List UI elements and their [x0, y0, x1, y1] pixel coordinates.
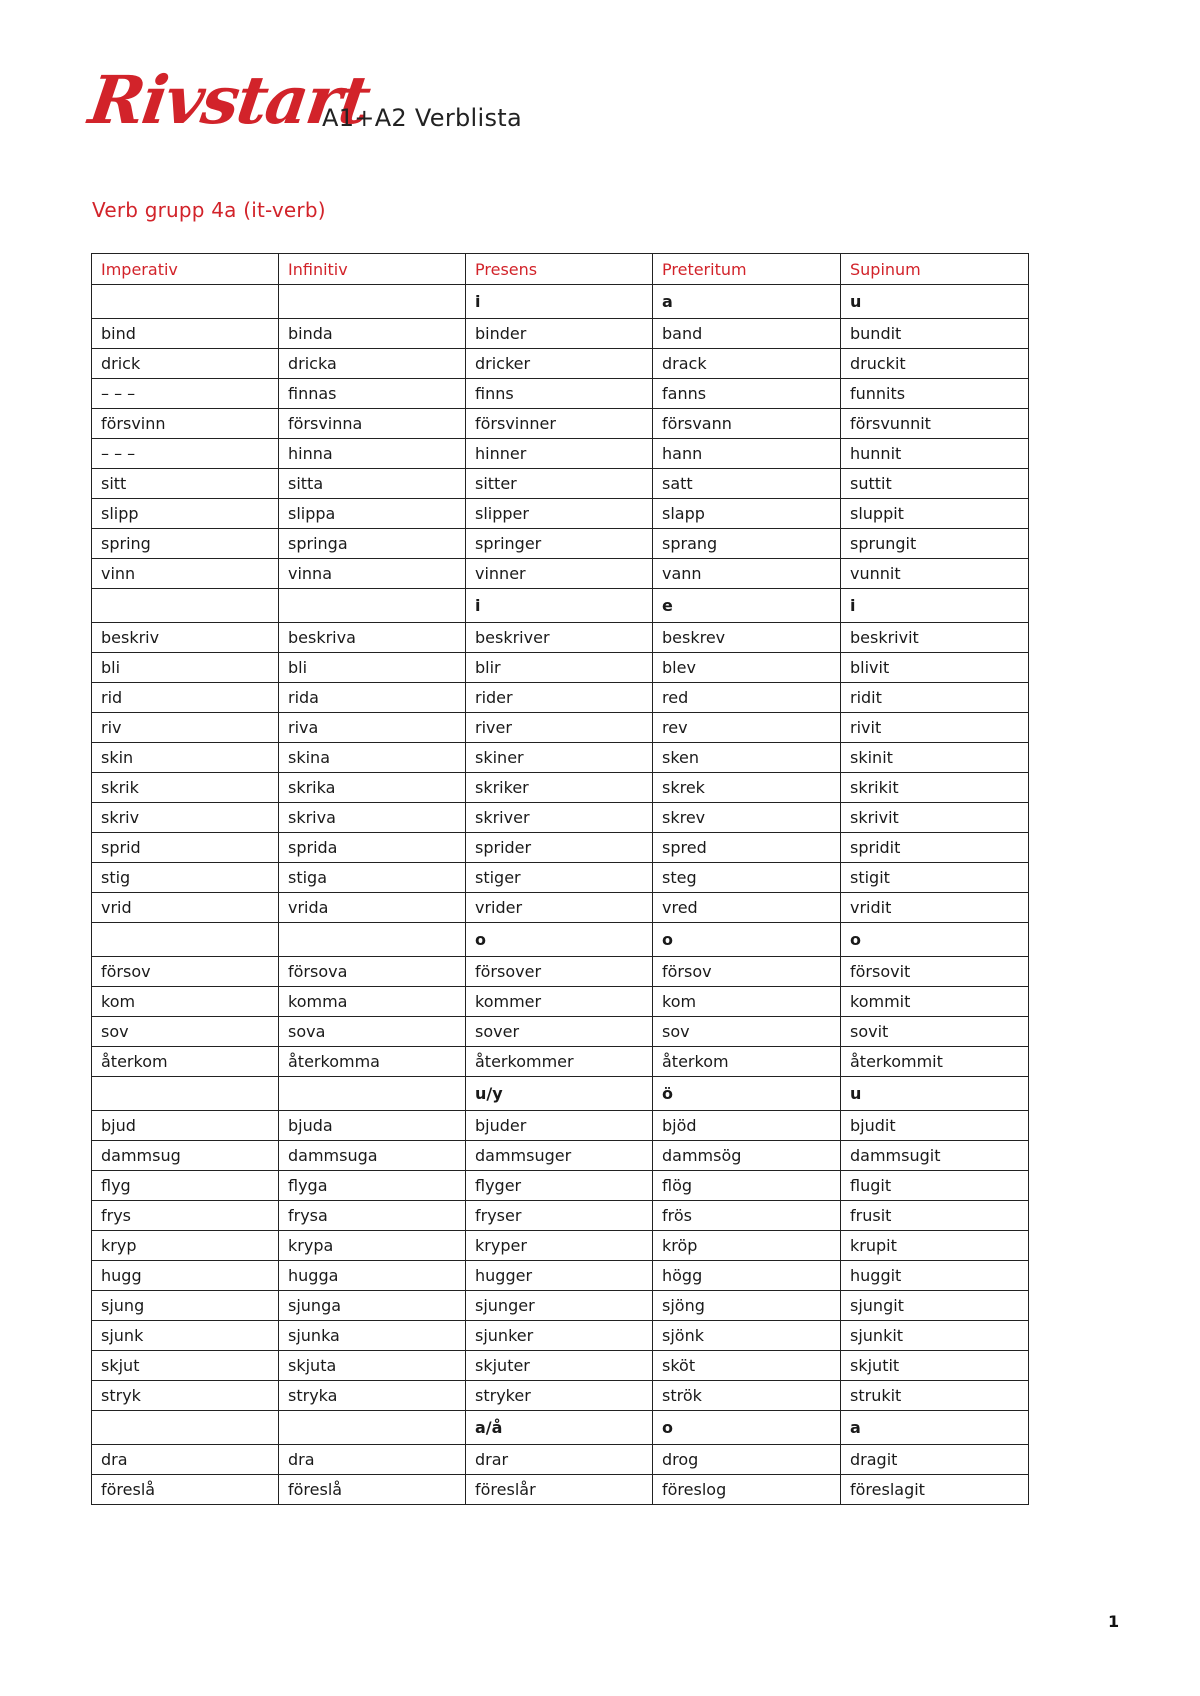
table-row: [92, 1475, 1029, 1505]
cell-imperativ: sjunk: [92, 1321, 279, 1351]
cell-imperativ: bli: [92, 653, 279, 683]
cell-supinum: skjutit: [841, 1351, 1029, 1381]
column-header-imperativ: Imperativ: [92, 254, 279, 285]
cell-supinum: frusit: [841, 1201, 1029, 1231]
table-row: [92, 529, 1029, 559]
section-title: Verb grupp 4a (it-verb): [92, 198, 326, 222]
table-row: [92, 713, 1029, 743]
cell-infinitiv: försvinna: [279, 409, 466, 439]
table-row: [92, 1381, 1029, 1411]
cell-supinum: sjunkit: [841, 1321, 1029, 1351]
cell-supinum: sovit: [841, 1017, 1029, 1047]
cell-supinum: bjudit: [841, 1111, 1029, 1141]
cell-imperativ: vrid: [92, 893, 279, 923]
cell-infinitiv: hugga: [279, 1261, 466, 1291]
rivstart-logo: Rivstart: [84, 61, 374, 139]
verb-table: [91, 253, 1029, 1505]
table-row: [92, 1321, 1029, 1351]
cell-infinitiv: dra: [279, 1445, 466, 1475]
table-row: [92, 957, 1029, 987]
cell-imperativ: [92, 589, 279, 623]
cell-imperativ: sov: [92, 1017, 279, 1047]
cell-preteritum: o: [653, 923, 841, 957]
cell-infinitiv: [279, 923, 466, 957]
column-header-infinitiv: Infinitiv: [279, 254, 466, 285]
cell-imperativ: kryp: [92, 1231, 279, 1261]
cell-imperativ: frys: [92, 1201, 279, 1231]
cell-supinum: u: [841, 285, 1029, 319]
cell-preteritum: spred: [653, 833, 841, 863]
cell-presens: skiner: [466, 743, 653, 773]
cell-imperativ: [92, 1077, 279, 1111]
cell-imperativ: skjut: [92, 1351, 279, 1381]
cell-infinitiv: riva: [279, 713, 466, 743]
cell-supinum: u: [841, 1077, 1029, 1111]
cell-imperativ: skrik: [92, 773, 279, 803]
cell-imperativ: sprid: [92, 833, 279, 863]
cell-infinitiv: sova: [279, 1017, 466, 1047]
cell-imperativ: [92, 923, 279, 957]
cell-presens: bjuder: [466, 1111, 653, 1141]
cell-presens: river: [466, 713, 653, 743]
cell-preteritum: beskrev: [653, 623, 841, 653]
table-row: [92, 833, 1029, 863]
table-row: [92, 623, 1029, 653]
verb-table-body: [92, 285, 1029, 1505]
cell-preteritum: steg: [653, 863, 841, 893]
cell-supinum: o: [841, 923, 1029, 957]
cell-imperativ: sjung: [92, 1291, 279, 1321]
column-header-supinum: Supinum: [841, 254, 1029, 285]
cell-infinitiv: binda: [279, 319, 466, 349]
verb-table-header: [92, 254, 1029, 285]
cell-infinitiv: sprida: [279, 833, 466, 863]
cell-imperativ: kom: [92, 987, 279, 1017]
cell-infinitiv: skrika: [279, 773, 466, 803]
cell-imperativ: bind: [92, 319, 279, 349]
cell-preteritum: blev: [653, 653, 841, 683]
cell-presens: springer: [466, 529, 653, 559]
cell-presens: vinner: [466, 559, 653, 589]
cell-presens: försvinner: [466, 409, 653, 439]
cell-presens: dammsuger: [466, 1141, 653, 1171]
cell-infinitiv: återkomma: [279, 1047, 466, 1077]
cell-preteritum: sov: [653, 1017, 841, 1047]
cell-supinum: strukit: [841, 1381, 1029, 1411]
cell-imperativ: försov: [92, 957, 279, 987]
cell-presens: finns: [466, 379, 653, 409]
cell-presens: återkommer: [466, 1047, 653, 1077]
cell-imperativ: dra: [92, 1445, 279, 1475]
cell-supinum: sluppit: [841, 499, 1029, 529]
cell-imperativ: sitt: [92, 469, 279, 499]
table-row: [92, 349, 1029, 379]
cell-presens: vrider: [466, 893, 653, 923]
vowel-pattern-row: [92, 285, 1029, 319]
cell-infinitiv: finnas: [279, 379, 466, 409]
cell-supinum: a: [841, 1411, 1029, 1445]
cell-infinitiv: komma: [279, 987, 466, 1017]
cell-presens: u/y: [466, 1077, 653, 1111]
vowel-pattern-row: [92, 923, 1029, 957]
cell-presens: stiger: [466, 863, 653, 893]
vowel-pattern-row: [92, 1411, 1029, 1445]
cell-presens: stryker: [466, 1381, 653, 1411]
cell-infinitiv: sitta: [279, 469, 466, 499]
table-row: [92, 319, 1029, 349]
cell-supinum: ridit: [841, 683, 1029, 713]
cell-imperativ: återkom: [92, 1047, 279, 1077]
cell-imperativ: – – –: [92, 379, 279, 409]
cell-preteritum: sjöng: [653, 1291, 841, 1321]
cell-supinum: föreslagit: [841, 1475, 1029, 1505]
cell-presens: hinner: [466, 439, 653, 469]
cell-supinum: flugit: [841, 1171, 1029, 1201]
table-row: [92, 1171, 1029, 1201]
table-row: [92, 559, 1029, 589]
cell-preteritum: drog: [653, 1445, 841, 1475]
cell-preteritum: hann: [653, 439, 841, 469]
cell-imperativ: stryk: [92, 1381, 279, 1411]
cell-imperativ: – – –: [92, 439, 279, 469]
table-row: [92, 469, 1029, 499]
cell-presens: drar: [466, 1445, 653, 1475]
cell-preteritum: satt: [653, 469, 841, 499]
table-row: [92, 499, 1029, 529]
cell-infinitiv: springa: [279, 529, 466, 559]
cell-preteritum: e: [653, 589, 841, 623]
cell-presens: sjunker: [466, 1321, 653, 1351]
cell-preteritum: försov: [653, 957, 841, 987]
cell-imperativ: dammsug: [92, 1141, 279, 1171]
table-row: [92, 803, 1029, 833]
cell-presens: rider: [466, 683, 653, 713]
table-row: [92, 1351, 1029, 1381]
cell-imperativ: stig: [92, 863, 279, 893]
cell-presens: binder: [466, 319, 653, 349]
cell-infinitiv: skriva: [279, 803, 466, 833]
cell-presens: skjuter: [466, 1351, 653, 1381]
cell-infinitiv: vinna: [279, 559, 466, 589]
cell-infinitiv: [279, 285, 466, 319]
cell-supinum: kommit: [841, 987, 1029, 1017]
cell-presens: sitter: [466, 469, 653, 499]
table-row: [92, 1261, 1029, 1291]
cell-presens: sprider: [466, 833, 653, 863]
document-title: A1+A2 Verblista: [322, 104, 522, 132]
table-row: [92, 1291, 1029, 1321]
cell-preteritum: kom: [653, 987, 841, 1017]
cell-supinum: dragit: [841, 1445, 1029, 1475]
cell-supinum: vunnit: [841, 559, 1029, 589]
table-row: [92, 683, 1029, 713]
table-row: [92, 1017, 1029, 1047]
cell-supinum: vridit: [841, 893, 1029, 923]
cell-infinitiv: bli: [279, 653, 466, 683]
cell-supinum: hunnit: [841, 439, 1029, 469]
table-row: [92, 653, 1029, 683]
cell-supinum: spridit: [841, 833, 1029, 863]
cell-presens: beskriver: [466, 623, 653, 653]
cell-preteritum: rev: [653, 713, 841, 743]
cell-infinitiv: flyga: [279, 1171, 466, 1201]
cell-preteritum: kröp: [653, 1231, 841, 1261]
cell-supinum: skinit: [841, 743, 1029, 773]
table-row: [92, 863, 1029, 893]
cell-preteritum: a: [653, 285, 841, 319]
cell-preteritum: vann: [653, 559, 841, 589]
table-row: [92, 1231, 1029, 1261]
cell-preteritum: slapp: [653, 499, 841, 529]
cell-infinitiv: stiga: [279, 863, 466, 893]
vowel-pattern-row: [92, 589, 1029, 623]
cell-imperativ: drick: [92, 349, 279, 379]
cell-infinitiv: dricka: [279, 349, 466, 379]
cell-preteritum: skrev: [653, 803, 841, 833]
cell-presens: i: [466, 589, 653, 623]
cell-infinitiv: hinna: [279, 439, 466, 469]
cell-presens: blir: [466, 653, 653, 683]
cell-supinum: rivit: [841, 713, 1029, 743]
cell-preteritum: sprang: [653, 529, 841, 559]
cell-supinum: beskrivit: [841, 623, 1029, 653]
table-row: [92, 439, 1029, 469]
cell-infinitiv: föreslå: [279, 1475, 466, 1505]
cell-infinitiv: [279, 1077, 466, 1111]
cell-presens: i: [466, 285, 653, 319]
cell-preteritum: sköt: [653, 1351, 841, 1381]
cell-infinitiv: frysa: [279, 1201, 466, 1231]
cell-presens: sjunger: [466, 1291, 653, 1321]
table-row: [92, 773, 1029, 803]
table-row: [92, 379, 1029, 409]
cell-preteritum: föreslog: [653, 1475, 841, 1505]
cell-imperativ: flyg: [92, 1171, 279, 1201]
cell-preteritum: o: [653, 1411, 841, 1445]
cell-supinum: blivit: [841, 653, 1029, 683]
cell-supinum: bundit: [841, 319, 1029, 349]
cell-preteritum: vred: [653, 893, 841, 923]
cell-imperativ: slipp: [92, 499, 279, 529]
cell-infinitiv: stryka: [279, 1381, 466, 1411]
cell-preteritum: sjönk: [653, 1321, 841, 1351]
cell-presens: o: [466, 923, 653, 957]
cell-imperativ: föreslå: [92, 1475, 279, 1505]
cell-infinitiv: krypa: [279, 1231, 466, 1261]
cell-supinum: sprungit: [841, 529, 1029, 559]
cell-infinitiv: vrida: [279, 893, 466, 923]
cell-infinitiv: försova: [279, 957, 466, 987]
cell-preteritum: försvann: [653, 409, 841, 439]
cell-infinitiv: rida: [279, 683, 466, 713]
cell-supinum: krupit: [841, 1231, 1029, 1261]
cell-preteritum: dammsög: [653, 1141, 841, 1171]
table-row: [92, 987, 1029, 1017]
cell-imperativ: rid: [92, 683, 279, 713]
cell-supinum: skrivit: [841, 803, 1029, 833]
cell-imperativ: beskriv: [92, 623, 279, 653]
cell-presens: kryper: [466, 1231, 653, 1261]
table-row: [92, 743, 1029, 773]
cell-presens: hugger: [466, 1261, 653, 1291]
table-row: [92, 409, 1029, 439]
cell-presens: dricker: [466, 349, 653, 379]
cell-imperativ: skriv: [92, 803, 279, 833]
cell-imperativ: bjud: [92, 1111, 279, 1141]
cell-presens: skriver: [466, 803, 653, 833]
cell-infinitiv: [279, 589, 466, 623]
cell-presens: föreslår: [466, 1475, 653, 1505]
page-header: [84, 60, 690, 150]
table-row: [92, 1111, 1029, 1141]
cell-preteritum: återkom: [653, 1047, 841, 1077]
cell-presens: försover: [466, 957, 653, 987]
cell-supinum: funnits: [841, 379, 1029, 409]
table-row: [92, 1201, 1029, 1231]
cell-supinum: stigit: [841, 863, 1029, 893]
cell-imperativ: spring: [92, 529, 279, 559]
cell-preteritum: strök: [653, 1381, 841, 1411]
cell-supinum: försovit: [841, 957, 1029, 987]
cell-supinum: suttit: [841, 469, 1029, 499]
page-number: 1: [1108, 1612, 1120, 1631]
cell-preteritum: sken: [653, 743, 841, 773]
cell-supinum: i: [841, 589, 1029, 623]
cell-imperativ: försvinn: [92, 409, 279, 439]
cell-preteritum: red: [653, 683, 841, 713]
cell-presens: a/å: [466, 1411, 653, 1445]
cell-presens: kommer: [466, 987, 653, 1017]
cell-infinitiv: dammsuga: [279, 1141, 466, 1171]
cell-preteritum: drack: [653, 349, 841, 379]
cell-preteritum: skrek: [653, 773, 841, 803]
table-row: [92, 893, 1029, 923]
cell-preteritum: ö: [653, 1077, 841, 1111]
cell-supinum: huggit: [841, 1261, 1029, 1291]
cell-preteritum: band: [653, 319, 841, 349]
cell-imperativ: hugg: [92, 1261, 279, 1291]
table-row: [92, 1141, 1029, 1171]
cell-infinitiv: skina: [279, 743, 466, 773]
cell-imperativ: [92, 285, 279, 319]
cell-preteritum: frös: [653, 1201, 841, 1231]
cell-preteritum: flög: [653, 1171, 841, 1201]
vowel-pattern-row: [92, 1077, 1029, 1111]
cell-infinitiv: [279, 1411, 466, 1445]
cell-imperativ: vinn: [92, 559, 279, 589]
column-header-preteritum: Preteritum: [653, 254, 841, 285]
cell-imperativ: [92, 1411, 279, 1445]
cell-infinitiv: slippa: [279, 499, 466, 529]
cell-presens: skriker: [466, 773, 653, 803]
table-row: [92, 1047, 1029, 1077]
cell-presens: fryser: [466, 1201, 653, 1231]
cell-presens: flyger: [466, 1171, 653, 1201]
column-header-presens: Presens: [466, 254, 653, 285]
cell-infinitiv: bjuda: [279, 1111, 466, 1141]
table-row: [92, 1445, 1029, 1475]
cell-supinum: återkommit: [841, 1047, 1029, 1077]
cell-imperativ: skin: [92, 743, 279, 773]
cell-infinitiv: beskriva: [279, 623, 466, 653]
cell-preteritum: bjöd: [653, 1111, 841, 1141]
cell-presens: sover: [466, 1017, 653, 1047]
cell-supinum: försvunnit: [841, 409, 1029, 439]
header-row: [92, 254, 1029, 285]
cell-supinum: sjungit: [841, 1291, 1029, 1321]
cell-supinum: druckit: [841, 349, 1029, 379]
cell-imperativ: riv: [92, 713, 279, 743]
cell-preteritum: högg: [653, 1261, 841, 1291]
cell-supinum: skrikit: [841, 773, 1029, 803]
cell-preteritum: fanns: [653, 379, 841, 409]
cell-presens: slipper: [466, 499, 653, 529]
cell-infinitiv: skjuta: [279, 1351, 466, 1381]
cell-infinitiv: sjunga: [279, 1291, 466, 1321]
cell-infinitiv: sjunka: [279, 1321, 466, 1351]
cell-supinum: dammsugit: [841, 1141, 1029, 1171]
